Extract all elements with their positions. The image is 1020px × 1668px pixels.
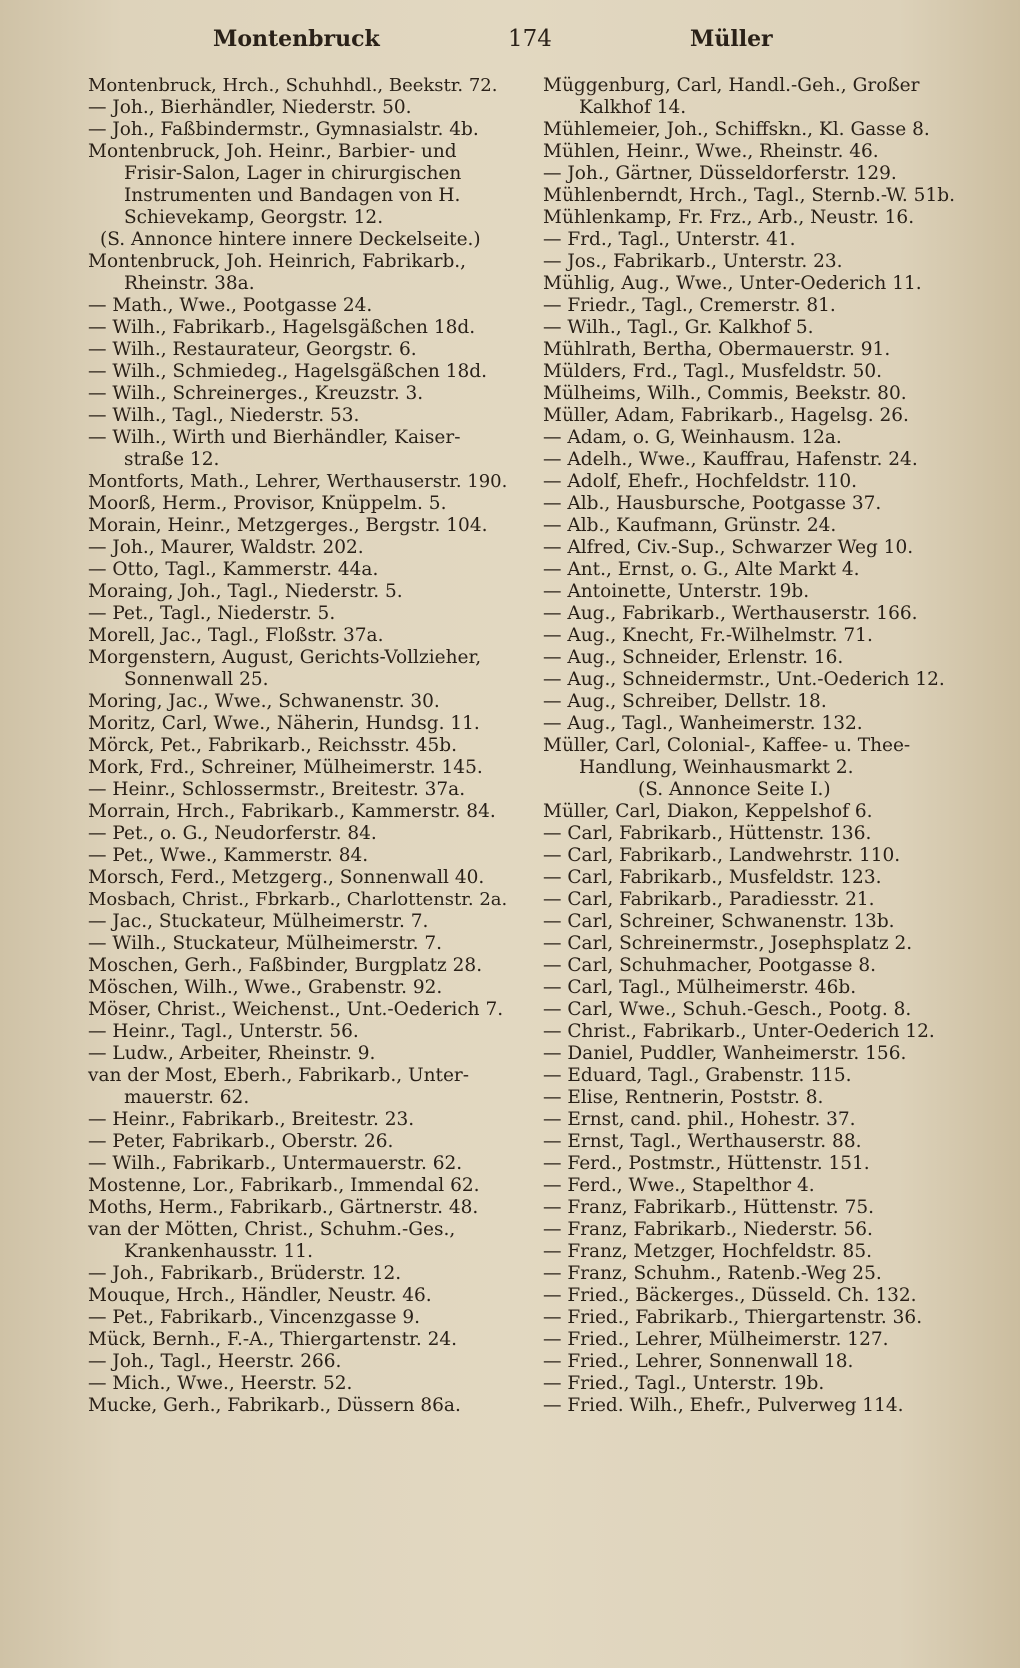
directory-entry: — Pet., Fabrikarb., Vincenzgasse 9. (88, 1307, 420, 1328)
directory-entry: — Fried., Fabrikarb., Thiergartenstr. 36. (543, 1307, 923, 1328)
directory-entry: Mühlen, Heinr., Wwe., Rheinstr. 46. (543, 141, 879, 162)
directory-entry: Montforts, Math., Lehrer, Werthauserstr. 190. (88, 471, 508, 492)
directory-entry: — Peter, Fabrikarb., Oberstr. 26. (88, 1131, 394, 1152)
directory-entry: — Carl, Wwe., Schuh.-Gesch., Pootg. 8. (543, 999, 912, 1020)
directory-entry: Morgenstern, August, Gerichts-Vollzieher, (88, 647, 482, 668)
entry-continuation: Krankenhausstr. 11. (124, 1241, 313, 1262)
directory-entry: — Daniel, Puddler, Wanheimerstr. 156. (543, 1043, 907, 1064)
directory-entry: Mück, Bernh., F.-A., Thiergartenstr. 24. (88, 1329, 458, 1350)
page-number: 174 (508, 26, 552, 52)
directory-entry: — Carl, Tagl., Mülheimerstr. 46b. (543, 977, 857, 998)
directory-entry: — Carl, Schuhmacher, Pootgasse 8. (543, 955, 876, 976)
directory-entry: — Pet., Wwe., Kammerstr. 84. (88, 845, 369, 866)
directory-entry: — Otto, Tagl., Kammerstr. 44a. (88, 559, 379, 580)
directory-entry: — Franz, Fabrikarb., Niederstr. 56. (543, 1219, 873, 1240)
directory-entry: Müller, Carl, Diakon, Keppelshof 6. (543, 801, 873, 822)
entry-continuation: Schievekamp, Georgstr. 12. (124, 207, 384, 228)
directory-entry: — Joh., Faßbindermstr., Gymnasialstr. 4b. (88, 119, 479, 140)
directory-entry: — Aug., Knecht, Fr.-Wilhelmstr. 71. (543, 625, 873, 646)
entry-continuation: Kalkhof 14. (579, 97, 687, 118)
directory-entry: Mostenne, Lor., Fabrikarb., Immendal 62. (88, 1175, 480, 1196)
directory-entry: Möser, Christ., Weichenst., Unt.-Oederich 7. (88, 999, 504, 1020)
directory-entry: — Frd., Tagl., Unterstr. 41. (543, 229, 796, 250)
directory-entry: Moths, Herm., Fabrikarb., Gärtnerstr. 48. (88, 1197, 479, 1218)
directory-entry: — Joh., Gärtner, Düsseldorferstr. 129. (543, 163, 897, 184)
directory-entry: Mühlenberndt, Hrch., Tagl., Sternb.-W. 51b. (543, 185, 955, 206)
directory-entry: — Aug., Fabrikarb., Werthauserstr. 166. (543, 603, 918, 624)
directory-entry: — Carl, Schreiner, Schwanenstr. 13b. (543, 911, 895, 932)
directory-entry: Morell, Jac., Tagl., Floßstr. 37a. (88, 625, 384, 646)
directory-entry: — Ernst, cand. phil., Hohestr. 37. (543, 1109, 856, 1130)
directory-entry: — Friedr., Tagl., Cremerstr. 81. (543, 295, 836, 316)
directory-entry: Mühlemeier, Joh., Schiffskn., Kl. Gasse 8. (543, 119, 930, 140)
directory-entry: — Jos., Fabrikarb., Unterstr. 23. (543, 251, 843, 272)
directory-entry: — Aug., Schneider, Erlenstr. 16. (543, 647, 844, 668)
directory-entry: — Wilh., Tagl., Gr. Kalkhof 5. (543, 317, 814, 338)
entry-continuation: mauerstr. 62. (124, 1087, 250, 1108)
directory-entry: — Jac., Stuckateur, Mülheimerstr. 7. (88, 911, 429, 932)
directory-entry: — Ludw., Arbeiter, Rheinstr. 9. (88, 1043, 376, 1064)
directory-entry: — Wilh., Wirth und Bierhändler, Kaiser- (88, 427, 461, 448)
page-header (0, 26, 1020, 60)
directory-entry: — Wilh., Schmiedeg., Hagelsgäßchen 18d. (88, 361, 487, 382)
directory-entry: — Wilh., Restaurateur, Georgstr. 6. (88, 339, 417, 360)
entry-continuation: straße 12. (124, 449, 220, 470)
directory-entry: Moring, Jac., Wwe., Schwanenstr. 30. (88, 691, 440, 712)
directory-entry: — Ant., Ernst, o. G., Alte Markt 4. (543, 559, 860, 580)
entry-continuation: Handlung, Weinhausmarkt 2. (579, 757, 854, 778)
header-right-keyword: Müller (690, 26, 773, 52)
directory-entry: Mühlig, Aug., Wwe., Unter-Oederich 11. (543, 273, 922, 294)
directory-entry: — Pet., Tagl., Niederstr. 5. (88, 603, 336, 624)
directory-entry: — Fried., Bäckerges., Düsseld. Ch. 132. (543, 1285, 917, 1306)
directory-entry: Müller, Adam, Fabrikarb., Hagelsg. 26. (543, 405, 909, 426)
directory-entry: — Franz, Schuhm., Ratenb.-Weg 25. (543, 1263, 882, 1284)
directory-entry: — Franz, Metzger, Hochfeldstr. 85. (543, 1241, 872, 1262)
directory-entry: Müller, Carl, Colonial-, Kaffee- u. Thee- (543, 735, 911, 756)
left-column (88, 75, 508, 1417)
directory-entry: — Joh., Bierhändler, Niederstr. 50. (88, 97, 412, 118)
directory-entry: — Fried., Tagl., Unterstr. 19b. (543, 1373, 825, 1394)
directory-entry: — Carl, Fabrikarb., Hüttenstr. 136. (543, 823, 872, 844)
directory-entry: — Heinr., Schlossermstr., Breitestr. 37a. (88, 779, 466, 800)
entry-continuation: Rheinstr. 38a. (124, 273, 255, 294)
directory-entry: Mühlrath, Bertha, Obermauerstr. 91. (543, 339, 891, 360)
annotation-note: (S. Annonce Seite I.) (638, 779, 831, 800)
directory-entry: — Ferd., Postmstr., Hüttenstr. 151. (543, 1153, 870, 1174)
directory-entry: — Mich., Wwe., Heerstr. 52. (88, 1373, 353, 1394)
directory-entry: — Carl, Schreinermstr., Josephsplatz 2. (543, 933, 913, 954)
directory-entry: — Alb., Hausbursche, Pootgasse 37. (543, 493, 882, 514)
directory-entry: — Fried., Lehrer, Mülheimerstr. 127. (543, 1329, 889, 1350)
directory-entry: — Wilh., Schreinerges., Kreuzstr. 3. (88, 383, 424, 404)
directory-entry: — Wilh., Fabrikarb., Untermauerstr. 62. (88, 1153, 463, 1174)
directory-entry: — Heinr., Fabrikarb., Breitestr. 23. (88, 1109, 415, 1130)
directory-entry: — Christ., Fabrikarb., Unter-Oederich 12. (543, 1021, 935, 1042)
entry-continuation: Sonnenwall 25. (124, 669, 269, 690)
directory-entry: Moschen, Gerh., Faßbinder, Burgplatz 28. (88, 955, 483, 976)
directory-entry: van der Most, Eberh., Fabrikarb., Unter- (88, 1065, 470, 1086)
directory-entry: Mörck, Pet., Fabrikarb., Reichsstr. 45b. (88, 735, 458, 756)
directory-entry: — Franz, Fabrikarb., Hüttenstr. 75. (543, 1197, 874, 1218)
entry-continuation: Instrumenten und Bandagen von H. (124, 185, 461, 206)
directory-entry: Morsch, Ferd., Metzgerg., Sonnenwall 40. (88, 867, 485, 888)
directory-entry: — Wilh., Stuckateur, Mülheimerstr. 7. (88, 933, 442, 954)
directory-entry: Möschen, Wilh., Wwe., Grabenstr. 92. (88, 977, 443, 998)
directory-entry: — Joh., Tagl., Heerstr. 266. (88, 1351, 342, 1372)
directory-entry: Montenbruck, Joh. Heinr., Barbier- und (88, 141, 457, 162)
directory-entry: — Joh., Maurer, Waldstr. 202. (88, 537, 364, 558)
directory-entry: — Math., Wwe., Pootgasse 24. (88, 295, 373, 316)
directory-entry: Morain, Heinr., Metzgerges., Bergstr. 104. (88, 515, 488, 536)
directory-entry: Mouque, Hrch., Händler, Neustr. 46. (88, 1285, 432, 1306)
right-column (543, 75, 975, 1417)
entry-continuation: Frisir-Salon, Lager in chirurgischen (124, 163, 462, 184)
directory-entry: — Carl, Fabrikarb., Landwehrstr. 110. (543, 845, 901, 866)
directory-entry: — Elise, Rentnerin, Poststr. 8. (543, 1087, 824, 1108)
directory-entry: Montenbruck, Hrch., Schuhhdl., Beekstr. 72. (88, 75, 498, 96)
directory-entry: Moritz, Carl, Wwe., Näherin, Hundsg. 11. (88, 713, 480, 734)
directory-entry: — Aug., Schneidermstr., Unt.-Oederich 12. (543, 669, 945, 690)
directory-entry: Montenbruck, Joh. Heinrich, Fabrikarb., (88, 251, 467, 272)
directory-entry: — Alb., Kaufmann, Grünstr. 24. (543, 515, 837, 536)
directory-entry: — Wilh., Tagl., Niederstr. 53. (88, 405, 360, 426)
directory-entry: — Ferd., Wwe., Stapelthor 4. (543, 1175, 815, 1196)
directory-entry: Mucke, Gerh., Fabrikarb., Düssern 86a. (88, 1395, 461, 1416)
directory-entry: Mülheims, Wilh., Commis, Beekstr. 80. (543, 383, 907, 404)
directory-entry: — Eduard, Tagl., Grabenstr. 115. (543, 1065, 852, 1086)
directory-entry: — Carl, Fabrikarb., Paradiesstr. 21. (543, 889, 875, 910)
directory-entry: Mosbach, Christ., Fbrkarb., Charlottenstr. 2a. (88, 889, 508, 910)
header-left-keyword: Montenbruck (213, 26, 380, 52)
directory-entry: — Fried. Wilh., Ehefr., Pulverweg 114. (543, 1395, 904, 1416)
annotation-note: (S. Annonce hintere innere Deckelseite.) (100, 229, 481, 250)
directory-entry: — Adam, o. G, Weinhausm. 12a. (543, 427, 842, 448)
directory-entry: Mühlenkamp, Fr. Frz., Arb., Neustr. 16. (543, 207, 915, 228)
directory-entry: Morrain, Hrch., Fabrikarb., Kammerstr. 84. (88, 801, 496, 822)
directory-entry: Moorß, Herm., Provisor, Knüppelm. 5. (88, 493, 447, 514)
directory-entry: — Heinr., Tagl., Unterstr. 56. (88, 1021, 359, 1042)
directory-entry: — Adolf, Ehefr., Hochfeldstr. 110. (543, 471, 858, 492)
directory-entry: — Antoinette, Unterstr. 19b. (543, 581, 810, 602)
directory-entry: Müggenburg, Carl, Handl.-Geh., Großer (543, 75, 920, 96)
directory-entry: — Aug., Tagl., Wanheimerstr. 132. (543, 713, 863, 734)
directory-entry: Mork, Frd., Schreiner, Mülheimerstr. 145. (88, 757, 483, 778)
directory-entry: — Wilh., Fabrikarb., Hagelsgäßchen 18d. (88, 317, 476, 338)
directory-entry: — Pet., o. G., Neudorferstr. 84. (88, 823, 377, 844)
directory-entry: Moraing, Joh., Tagl., Niederstr. 5. (88, 581, 403, 602)
directory-entry: — Ernst, Tagl., Werthauserstr. 88. (543, 1131, 862, 1152)
directory-entry: van der Mötten, Christ., Schuhm.-Ges., (88, 1219, 456, 1240)
directory-entry: — Alfred, Civ.-Sup., Schwarzer Weg 10. (543, 537, 914, 558)
directory-entry: — Fried., Lehrer, Sonnenwall 18. (543, 1351, 854, 1372)
directory-entry: — Joh., Fabrikarb., Brüderstr. 12. (88, 1263, 402, 1284)
directory-entry: Mülders, Frd., Tagl., Musfeldstr. 50. (543, 361, 882, 382)
directory-entry: — Adelh., Wwe., Kauffrau, Hafenstr. 24. (543, 449, 918, 470)
directory-entry: — Carl, Fabrikarb., Musfeldstr. 123. (543, 867, 882, 888)
directory-entry: — Aug., Schreiber, Dellstr. 18. (543, 691, 827, 712)
